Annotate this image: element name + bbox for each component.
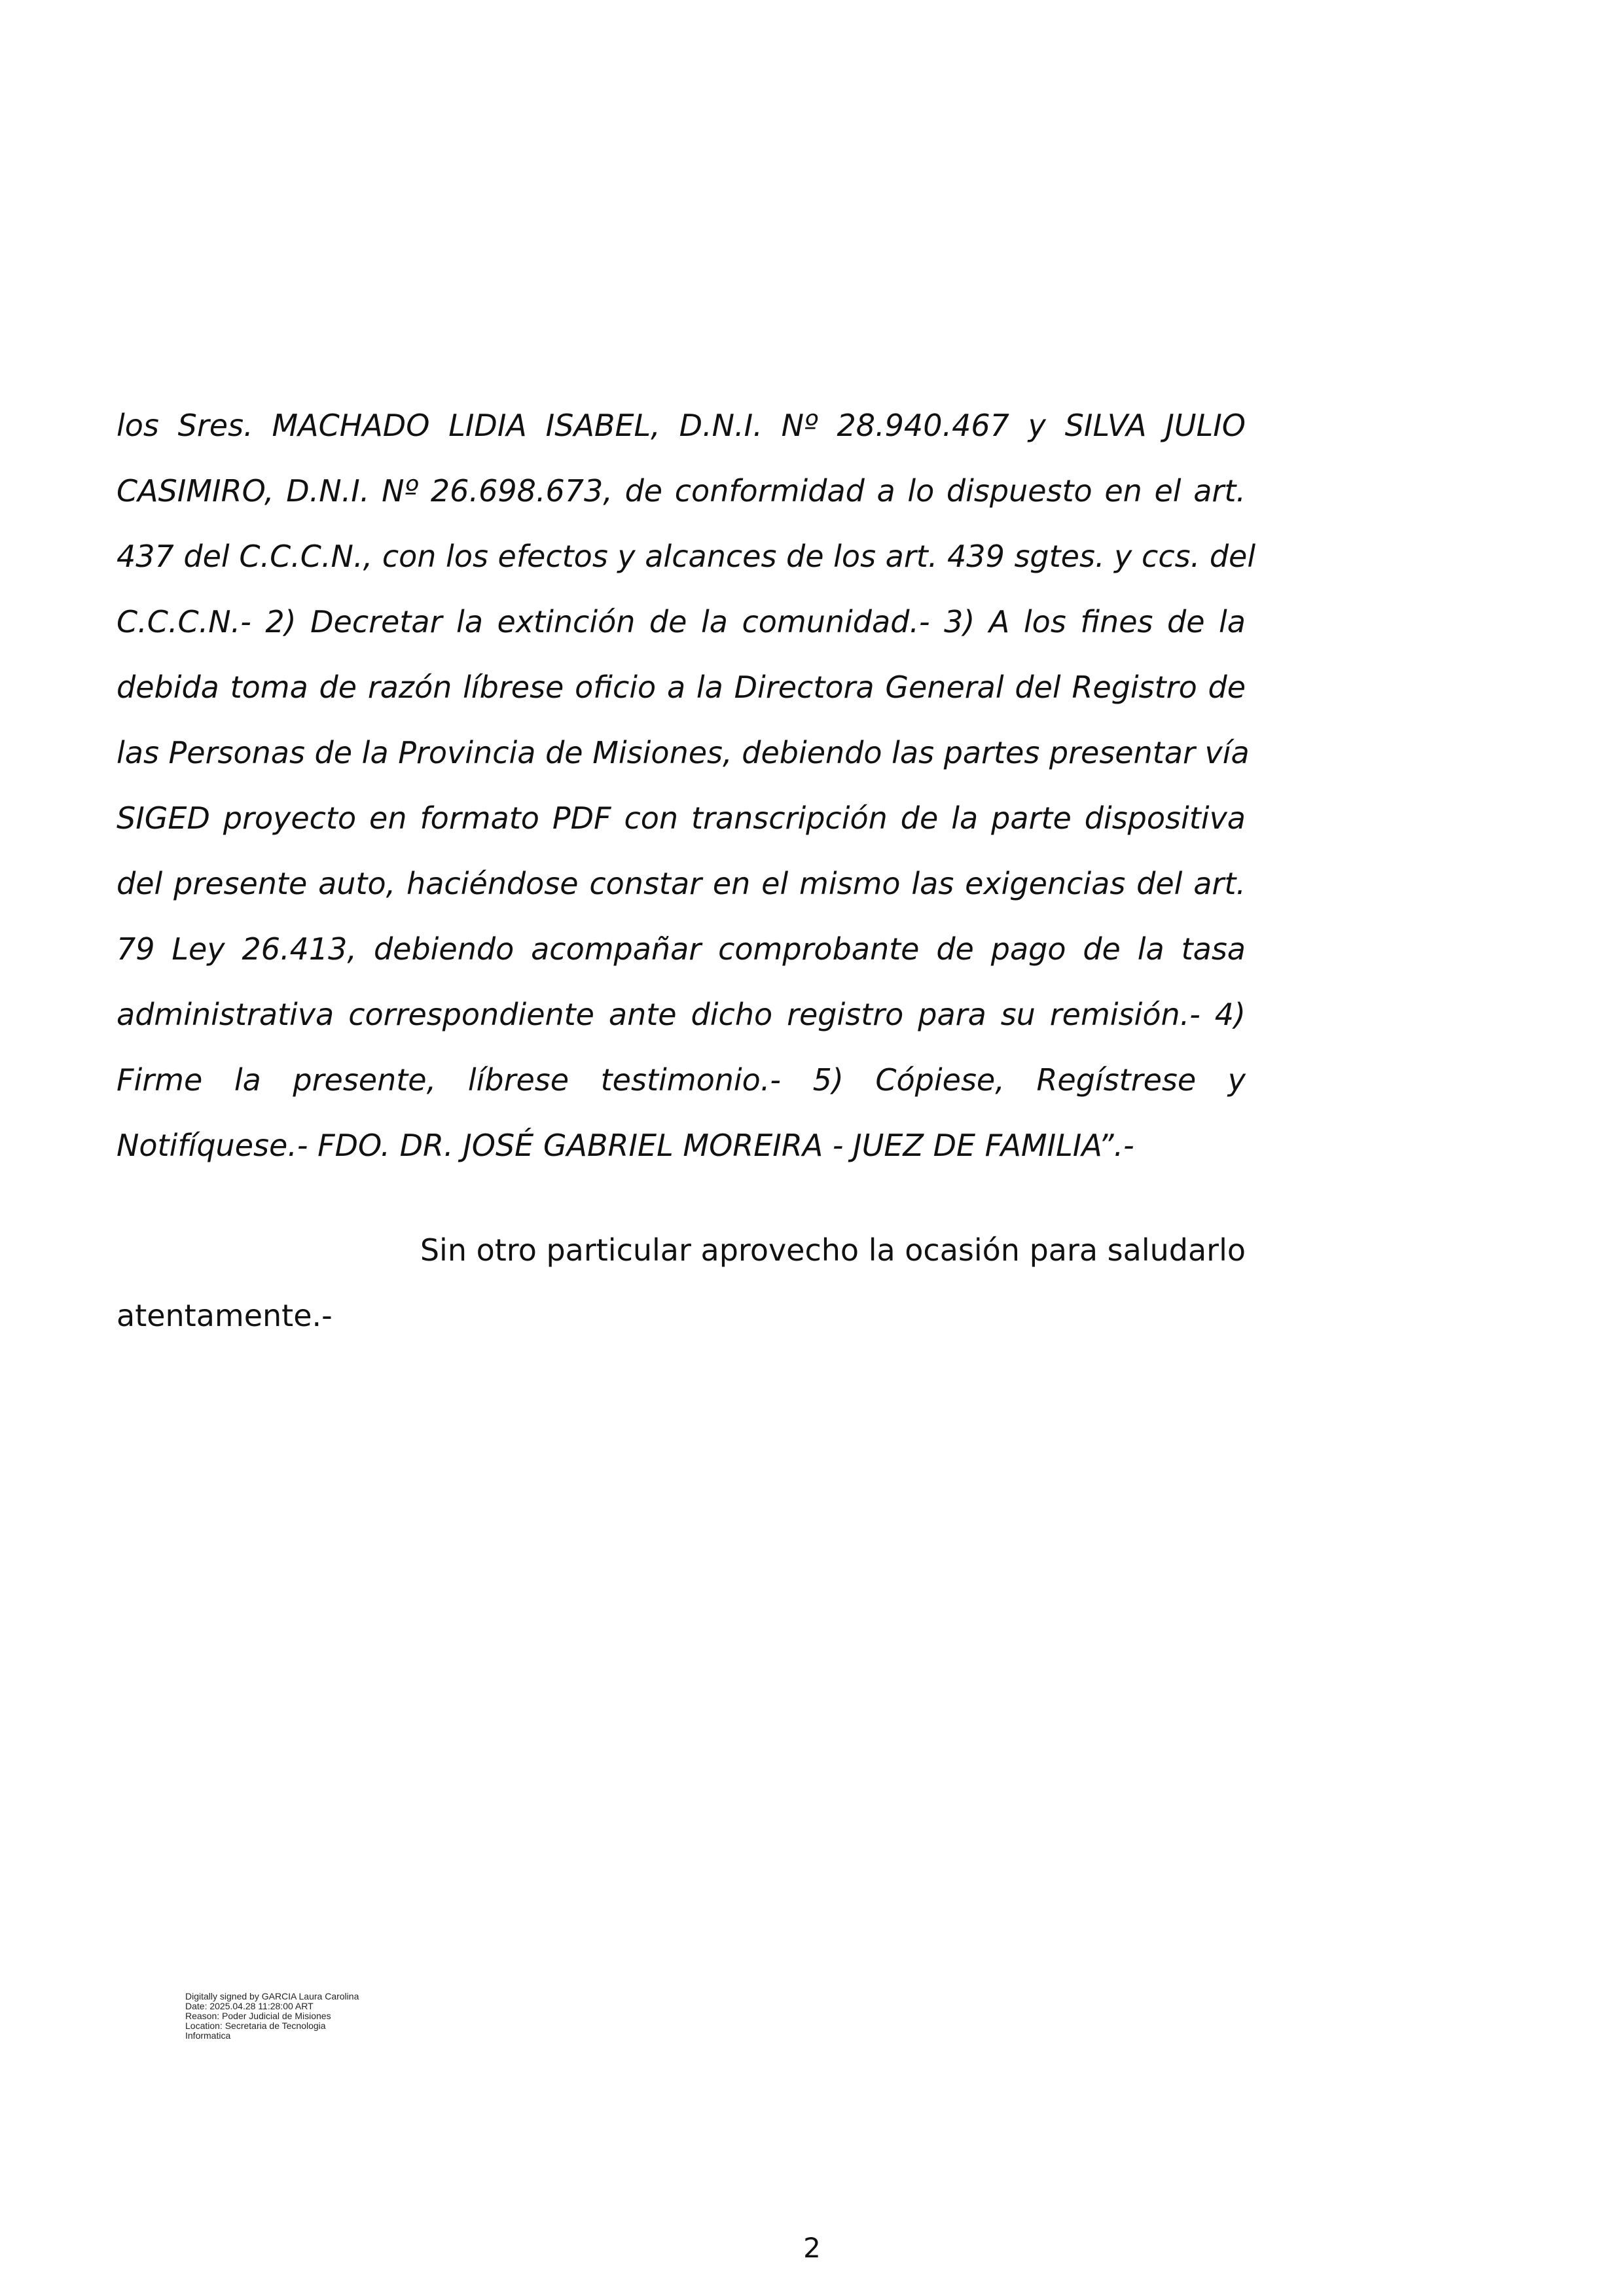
body-line: administrativa correspondiente ante dicho registro para su remisión.- 4): [117, 997, 1246, 1032]
digital-signature-stamp: [185, 1992, 447, 2041]
signature-line: Reason: Poder Judicial de Misiones: [185, 2011, 331, 2021]
body-line: del presente auto, haciéndose constar en el mismo las exigencias del art.: [117, 866, 1246, 901]
body-line: los Sres. MACHADO LIDIA ISABEL, D.N.I. Nº 28.940.467 y SILVA JULIO: [117, 408, 1246, 443]
body-line: CASIMIRO, D.N.I. Nº 26.698.673, de conformidad a lo dispuesto en el art.: [117, 473, 1246, 509]
closing-line: atentamente.-: [117, 1298, 333, 1333]
closing-line: Sin otro particular aprovecho la ocasión para saludarlo: [420, 1232, 1246, 1268]
body-line: Notifíquese.- FDO. DR. JOSÉ GABRIEL MOREIRA - JUEZ DE FAMILIA”.-: [117, 1128, 1134, 1163]
body-line: Firme la presente, líbrese testimonio.- 5) Cópiese, Regístrese y: [117, 1062, 1246, 1098]
body-line: SIGED proyecto en formato PDF con transcripción de la parte dispositiva: [117, 800, 1246, 836]
page-number: 2: [803, 2232, 821, 2264]
body-line: debida toma de razón líbrese oficio a la Directora General del Registro de: [117, 670, 1246, 705]
signature-line: Digitally signed by GARCIA Laura Carolina: [185, 1991, 359, 2001]
closing-paragraph: [117, 1217, 1246, 1348]
signature-line: Location: Secretaria de Tecnologia: [185, 2020, 326, 2031]
signature-line: Date: 2025.04.28 11:28:00 ART: [185, 2001, 314, 2011]
signature-line: Informatica: [185, 2030, 231, 2041]
body-paragraph: [117, 393, 1256, 1178]
body-line: las Personas de la Provincia de Misiones, debiendo las partes presentar vía: [117, 735, 1250, 770]
body-line: 79 Ley 26.413, debiendo acompañar comprobante de pago de la tasa: [117, 931, 1246, 967]
body-line: C.C.C.N.- 2) Decretar la extinción de la comunidad.- 3) A los fines de la: [117, 604, 1246, 639]
body-line: 437 del C.C.C.N., con los efectos y alcances de los art. 439 sgtes. y ccs. del: [117, 539, 1256, 574]
